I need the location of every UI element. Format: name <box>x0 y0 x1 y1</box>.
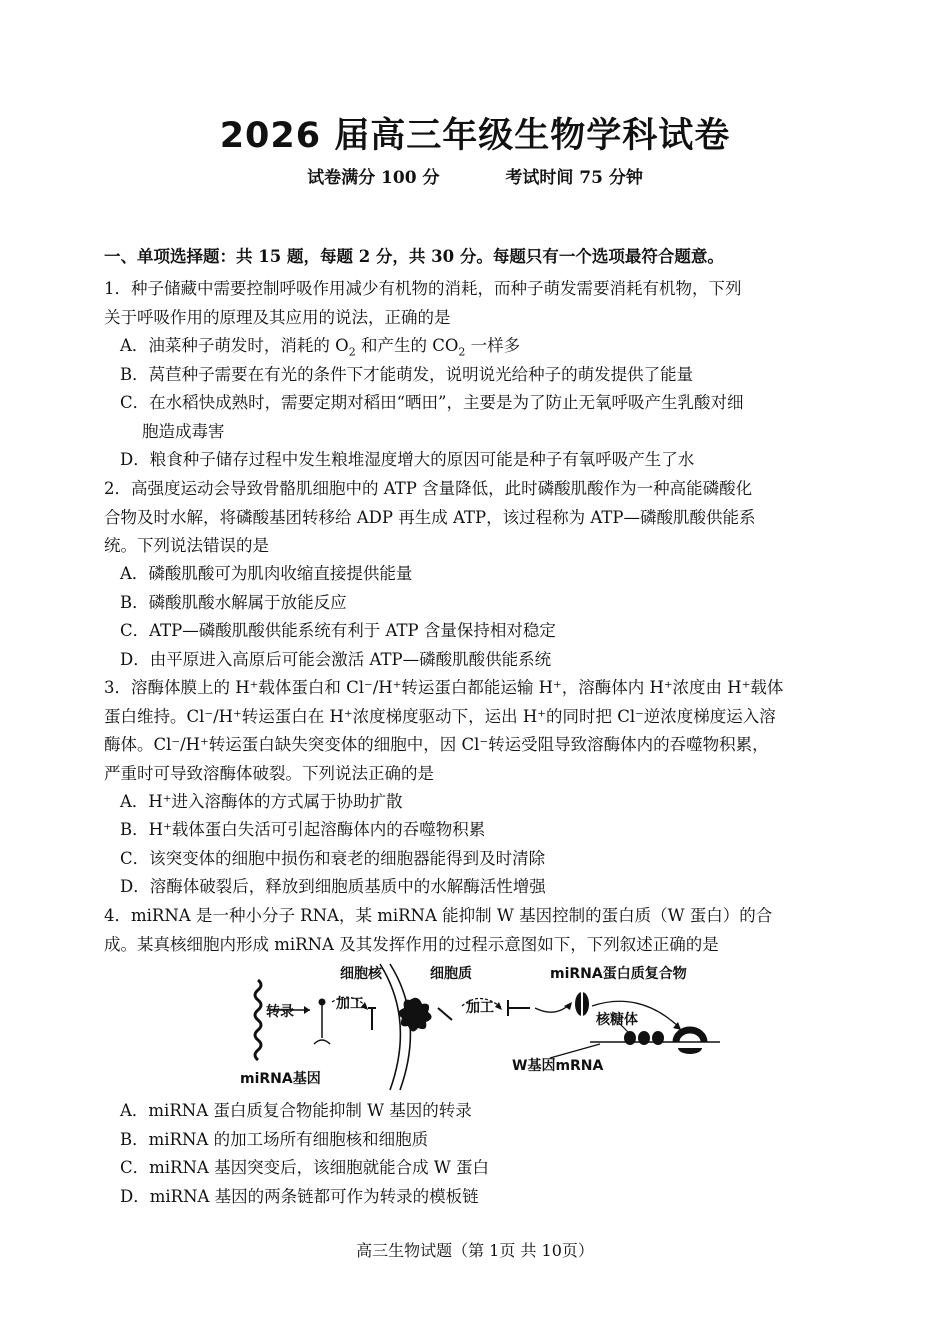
question-1-option-c <box>120 389 850 446</box>
bound-complex-base <box>678 1048 702 1054</box>
question-2-option-b: B．磷酸肌酸水解属于放能反应 <box>120 593 347 612</box>
mirna-gene-dna <box>255 980 261 1060</box>
question-2-line-3: 统。下列说法错误的是 <box>104 536 269 556</box>
mature-mirna <box>508 1000 530 1016</box>
question-4-option-c: C．miRNA 基因突变后，该细胞就能合成 W 蛋白 <box>120 1158 490 1177</box>
label-transcription: 转录 <box>266 1004 294 1020</box>
label-nucleus: 细胞核 <box>340 966 382 982</box>
ribosome-3 <box>652 1031 664 1045</box>
question-2-option-a: A．磷酸肌酸可为肌肉收缩直接提供能量 <box>120 564 413 583</box>
exam-title: 2026 届高三年级生物学科试卷 <box>219 116 731 156</box>
question-3-line-4: 严重时可导致溶酶体破裂。下列说法正确的是 <box>104 763 434 783</box>
question-3-option-c: C．该突变体的细胞中损伤和衰老的细胞器能得到及时清除 <box>120 849 546 868</box>
w-mrna-pointer <box>550 1044 600 1058</box>
question-1-option-c-line-2: 胞造成毒害 <box>142 421 225 441</box>
question-2-line-1: 2．高强度运动会导致骨骼肌细胞中的 ATP 含量降低，此时磷酸肌酸作为一种高能磷酸化 <box>104 479 753 498</box>
label-mirna-gene: miRNA基因 <box>240 1071 321 1087</box>
question-1-line-2: 关于呼吸作用的原理及其应用的说法，正确的是 <box>104 307 451 327</box>
complex-arrow <box>535 1004 570 1012</box>
question-3-line-1: 3．溶酶体膜上的 H⁺载体蛋白和 Cl⁻/H⁺转运蛋白都能运输 H⁺，溶酶体内 H⁺浓度由 H⁺载体 <box>104 678 784 697</box>
nuclear-membrane-outer <box>380 964 400 1090</box>
question-3-option-a: A．H⁺进入溶酶体的方式属于协助扩散 <box>120 792 403 811</box>
question-2-option-d: D．由平原进入高原后可能会激活 ATP—磷酸肌酸供能系统 <box>120 650 552 669</box>
question-2-line-2: 合物及时水解，将磷酸基团转移给 ADP 再生成 ATP，该过程称为 ATP—磷酸肌酸供能系 <box>104 507 756 527</box>
pre-mirna-2 <box>438 1008 452 1020</box>
question-3-line-3: 酶体。Cl⁻/H⁺转运蛋白缺失突变体的细胞中，因 Cl⁻转运受阻导致溶酶体内的吞噬物积累， <box>104 735 769 755</box>
arrow-head-1 <box>304 1006 310 1014</box>
question-1-line-1: 1．种子储藏中需要控制呼吸作用减少有机物的消耗，而种子萌发需要消耗有机物，下列 <box>104 279 742 298</box>
label-w-gene-mrna: W基因mRNA <box>512 1058 604 1074</box>
question-3-option-b: B．H⁺载体蛋白失活可引起溶酶体内的吞噬物积累 <box>120 820 486 839</box>
question-1-option-a: A．油菜种子萌发时，消耗的 $O_2$ 和产生的 $CO_2$ 一样多 <box>120 336 521 359</box>
question-4-option-a: A．miRNA 蛋白质复合物能抑制 W 基因的转录 <box>120 1101 472 1120</box>
section-heading: 一、单项选择题：共 15 题，每题 2 分，共 30 分。每题只有一个选项最符合题意。 <box>104 247 724 266</box>
question-3-stem <box>104 674 850 788</box>
question-2-stem <box>104 475 850 561</box>
exam-time: 考试时间 75 分钟 <box>505 168 643 188</box>
page-footer: 高三生物试题（第 1页 共 10页） <box>356 1241 594 1260</box>
label-mirna-protein-complex: miRNA蛋白质复合物 <box>550 966 687 982</box>
pre-mirna-1 <box>368 1008 376 1030</box>
pri-mirna-loop <box>319 999 326 1006</box>
question-1-option-d: D．粮食种子储存过程中发生粮堆湿度增大的原因可能是种子有氧呼吸产生了水 <box>120 450 695 469</box>
exam-subtitle <box>0 163 950 188</box>
question-3-line-2: 蛋白维持。Cl⁻/H⁺转运蛋白在 H⁺浓度梯度驱动下，运出 H⁺的同时把 Cl⁻逆浓度梯度运入溶 <box>104 706 776 726</box>
arrow-head-4 <box>564 1002 572 1010</box>
question-4-stem <box>104 902 850 959</box>
question-4-option-b: B．miRNA 的加工场所有细胞核和细胞质 <box>120 1130 429 1149</box>
mirna-process-figure <box>240 960 730 1095</box>
label-ribosome: 核糖体 <box>596 1012 638 1028</box>
nuclear-pore-complex <box>398 998 431 1032</box>
question-4-option-d: D．miRNA 基因的两条链都可作为转录的模板链 <box>120 1187 479 1206</box>
ribosome-2 <box>638 1031 650 1045</box>
label-processing-2: 加工 <box>466 1000 494 1016</box>
full-score: 试卷满分 100 分 <box>307 168 440 188</box>
question-1-stem <box>104 275 850 332</box>
question-4-line-2: 成。某真核细胞内形成 miRNA 及其发挥作用的过程示意图如下，下列叙述正确的是 <box>104 934 719 954</box>
label-processing-1: 加工 <box>336 996 364 1012</box>
label-cytoplasm: 细胞质 <box>430 966 472 982</box>
pri-mirna-stem <box>314 1005 330 1044</box>
bound-complex <box>676 1030 704 1042</box>
ribosome-1 <box>624 1031 636 1045</box>
question-1-option-c-line-1: C．在水稻快成熟时，需要定期对稻田“晒田”，主要是为了防止无氧呼吸产生乳酸对细 <box>120 393 744 412</box>
question-1-option-b: B．莴苣种子需要在有光的条件下才能萌发，说明说光给种子的萌发提供了能量 <box>120 365 694 384</box>
question-4-line-1: 4．miRNA 是一种小分子 RNA，某 miRNA 能抑制 W 基因控制的蛋白质（W 蛋白）的合 <box>104 906 773 925</box>
question-3-option-d: D．溶酶体破裂后，释放到细胞质基质中的水解酶活性增强 <box>120 877 546 896</box>
question-2-option-c: C．ATP—磷酸肌酸供能系统有利于 ATP 含量保持相对稳定 <box>120 621 556 640</box>
